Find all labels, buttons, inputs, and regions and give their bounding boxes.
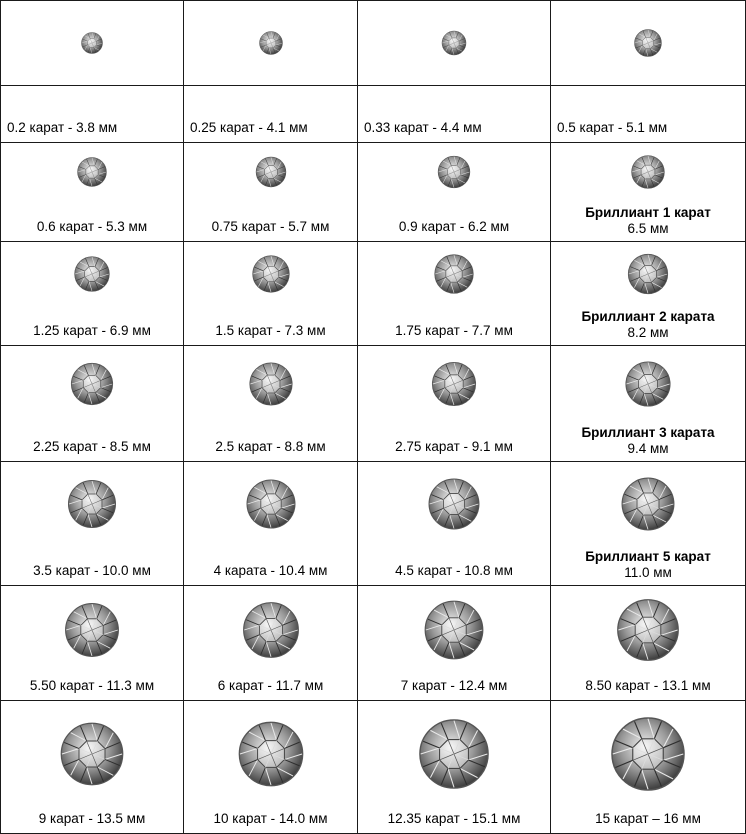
carat-size-text: 3.5 карат - 10.0 мм [33,563,151,578]
table-cell [0,143,184,242]
carat-size-text: 2.75 карат - 9.1 мм [395,439,513,454]
round-brilliant-diamond-icon [625,361,671,407]
carat-size-text: 0.25 карат - 4.1 мм [190,120,308,135]
size-label [358,563,550,579]
carat-size-text: 1.5 карат - 7.3 мм [215,323,326,338]
size-label [551,678,745,694]
carat-size-text: 0.75 карат - 5.7 мм [211,219,330,234]
round-brilliant-diamond-icon [628,253,669,294]
carat-size-text: 7 карат - 12.4 мм [400,678,508,693]
carat-size-text: 4.5 карат - 10.8 мм [395,563,513,578]
size-label [1,563,183,579]
size-label [1,120,183,136]
round-brilliant-diamond-icon [432,361,477,406]
round-brilliant-diamond-icon [238,721,304,787]
table-cell [184,0,358,143]
carat-size-text: 2.25 карат - 8.5 мм [33,439,151,454]
round-brilliant-diamond-icon [255,157,286,188]
table-cell [358,586,551,701]
round-brilliant-diamond-icon [442,31,467,56]
table-cell [551,143,746,242]
table-cell [358,462,551,586]
table-cell [0,701,184,834]
table-cell [551,462,746,586]
round-brilliant-diamond-icon [65,603,120,658]
table-cell [184,586,358,701]
size-label [1,678,183,694]
round-brilliant-diamond-icon [242,602,299,659]
carat-size-text: 5.50 карат - 11.3 мм [29,678,155,693]
table-cell [551,0,746,143]
carat-size-text: 11.0 мм [624,565,672,580]
size-label [1,219,183,235]
table-cell [184,242,358,346]
table-cell [551,701,746,834]
size-label [358,219,550,235]
table-cell [0,346,184,462]
round-brilliant-diamond-icon [617,599,680,662]
round-brilliant-diamond-icon [60,722,124,786]
carat-size-text: 6.5 мм [627,221,669,236]
table-cell [184,701,358,834]
round-brilliant-diamond-icon [438,156,471,189]
table-cell [358,701,551,834]
size-label [184,563,357,579]
table-cell [184,143,358,242]
carat-size-text: 0.9 карат - 6.2 мм [398,219,510,234]
round-brilliant-diamond-icon [611,717,686,792]
carat-size-text: 0.5 карат - 5.1 мм [557,120,668,135]
table-cell [0,242,184,346]
carat-title: Бриллиант 2 карата [581,309,715,324]
carat-size-text: 15 карат – 16 мм [595,811,701,826]
table-cell [551,586,746,701]
size-label [1,323,183,339]
size-label [184,323,357,339]
round-brilliant-diamond-icon [74,256,110,292]
size-label [184,678,357,694]
carat-size-text: 8.50 карат - 13.1 мм [585,678,711,693]
table-cell [358,143,551,242]
carat-title: Бриллиант 5 карат [585,549,711,564]
table-cell [551,242,746,346]
round-brilliant-diamond-icon [246,479,296,529]
carat-size-text: 1.25 карат - 6.9 мм [33,323,151,338]
size-label [551,205,745,237]
round-brilliant-diamond-icon [249,362,293,406]
size-label [551,549,745,581]
carat-size-text: 9 карат - 13.5 мм [38,811,146,826]
size-label [358,439,550,455]
round-brilliant-diamond-icon [631,155,665,189]
table-cell [184,462,358,586]
table-cell [0,462,184,586]
size-label [184,219,357,235]
size-label [358,811,550,827]
round-brilliant-diamond-icon [621,477,675,531]
size-label [184,120,357,136]
carat-size-text: 12.35 карат - 15.1 мм [387,811,521,826]
carat-size-text: 4 карата - 10.4 мм [213,563,328,578]
table-cell [358,346,551,462]
carat-size-text: 9.4 мм [627,441,669,456]
carat-title: Бриллиант 3 карата [581,425,715,440]
round-brilliant-diamond-icon [252,255,290,293]
size-label [551,425,745,457]
size-label [551,811,745,827]
carat-size-text: 10 карат - 14.0 мм [213,811,328,826]
table-cell [0,0,184,143]
table-cell [184,346,358,462]
round-brilliant-diamond-icon [68,479,117,528]
round-brilliant-diamond-icon [424,600,484,660]
carat-title: Бриллиант 1 карат [585,205,711,220]
round-brilliant-diamond-icon [419,719,490,790]
size-label [1,811,183,827]
size-label [1,439,183,455]
table-cell [0,586,184,701]
table-cell [551,346,746,462]
carat-size-text: 2.5 карат - 8.8 мм [215,439,326,454]
round-brilliant-diamond-icon [259,31,283,55]
round-brilliant-diamond-icon [77,157,107,187]
size-label [184,439,357,455]
table-cell [358,0,551,143]
round-brilliant-diamond-icon [634,29,662,57]
round-brilliant-diamond-icon [428,478,480,530]
round-brilliant-diamond-icon [71,362,114,405]
carat-size-text: 0.33 карат - 4.4 мм [364,120,482,135]
round-brilliant-diamond-icon [434,254,474,294]
size-label [551,120,745,136]
carat-size-text: 1.75 карат - 7.7 мм [395,323,513,338]
round-brilliant-diamond-icon [81,32,103,54]
carat-size-text: 0.2 карат - 3.8 мм [7,120,118,135]
table-cell [358,242,551,346]
carat-size-text: 0.6 карат - 5.3 мм [36,219,148,234]
size-label [358,120,550,136]
carat-size-text: 6 карат - 11.7 мм [217,678,324,693]
size-label [358,323,550,339]
size-label [358,678,550,694]
size-label [184,811,357,827]
carat-size-text: 8.2 мм [627,325,669,340]
size-label [551,309,745,341]
